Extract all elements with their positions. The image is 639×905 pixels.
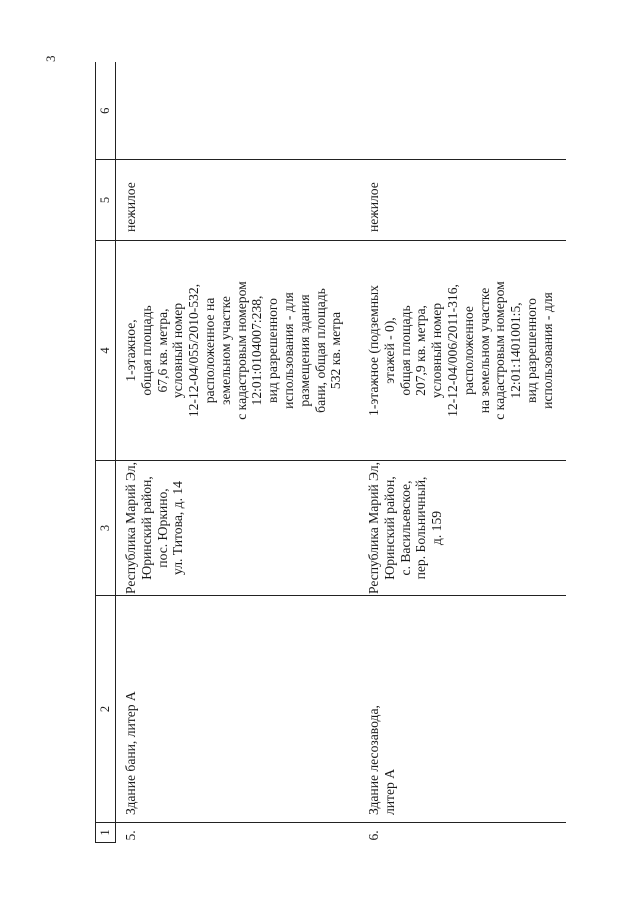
text-line: пер. Больничный, <box>413 476 429 580</box>
text-line: литер А <box>381 768 397 815</box>
property-address <box>360 461 566 596</box>
text-line: ул. Титова, д. 14 <box>170 481 186 575</box>
column-number-row <box>96 63 116 843</box>
text-line: этажей - 0), <box>381 317 397 384</box>
rotated-page-content <box>95 63 575 843</box>
property-name <box>360 596 566 823</box>
text-line: 1-этажное (подземных <box>366 285 381 416</box>
text-line: общая площадь <box>397 305 413 396</box>
row-number: 5. <box>123 830 138 841</box>
property-description <box>360 241 566 461</box>
text-line: 1-этажное, <box>123 319 138 382</box>
text-line: с кадастровым номером <box>492 281 508 420</box>
property-address <box>116 461 361 596</box>
text-line: вид разрешенного <box>523 298 539 403</box>
column-header-3: 3 <box>96 461 116 596</box>
text-line: с кадастровым номером <box>233 281 249 420</box>
text-line: условный номер <box>429 302 445 399</box>
table-row <box>116 63 361 843</box>
text-line: 12:01:1401001:5, <box>508 302 524 399</box>
text-line: расположенное на <box>201 297 217 404</box>
table-header <box>96 63 116 843</box>
text-line: Здание бани, литер А <box>123 691 138 815</box>
text-line: 532 кв. метра <box>328 311 344 390</box>
text-line: использования - для <box>539 292 555 409</box>
page-number: 3 <box>43 55 58 62</box>
column-header-1: 1 <box>96 823 116 843</box>
text-line: с. Васильевское, <box>397 480 413 576</box>
column-header-6: 6 <box>96 63 116 160</box>
text-line: 207,9 кв. метра, <box>413 305 429 396</box>
text-line: условный номер <box>170 302 186 399</box>
column-header-5: 5 <box>96 160 116 241</box>
text-line: Здание лесозавода, <box>366 705 381 815</box>
column-header-4: 4 <box>96 241 116 461</box>
text-line: бани, общая площадь <box>312 288 328 413</box>
text-line: вид разрешенного <box>265 298 281 403</box>
column-6-cell <box>360 63 566 160</box>
text-line: на земельном участке <box>476 287 492 414</box>
text-line: размещения здания <box>296 294 312 407</box>
text-line: 12-12-04/006/2011-316, <box>444 284 460 417</box>
text-line: земельном участке <box>217 296 233 405</box>
text-line: 67,6 кв. метра, <box>154 308 170 393</box>
property-description <box>116 241 361 461</box>
text-line: д. 159 <box>429 510 445 546</box>
text-line: пос. Юркино, <box>154 488 170 568</box>
column-header-2: 2 <box>96 596 116 823</box>
text-line: Юринский район, <box>381 476 397 580</box>
property-use: нежилое <box>116 160 361 241</box>
text-line: 12-12-04/055/2010-532, <box>186 283 202 418</box>
property-name <box>116 596 361 823</box>
text-line: общая площадь <box>138 305 154 396</box>
property-use: нежилое <box>360 160 566 241</box>
text-line: 12:01:0104007:238, <box>249 295 265 406</box>
text-line: Республика Марий Эл, <box>366 462 381 594</box>
row-number: 6. <box>366 830 381 841</box>
text-line: расположенное <box>460 306 476 395</box>
text-line: Юринский район, <box>138 476 154 580</box>
column-6-cell <box>116 63 361 160</box>
table-row <box>360 63 566 843</box>
text-line: использования - для <box>280 292 296 409</box>
text-line: Республика Марий Эл, <box>123 462 138 594</box>
property-table <box>95 63 566 844</box>
